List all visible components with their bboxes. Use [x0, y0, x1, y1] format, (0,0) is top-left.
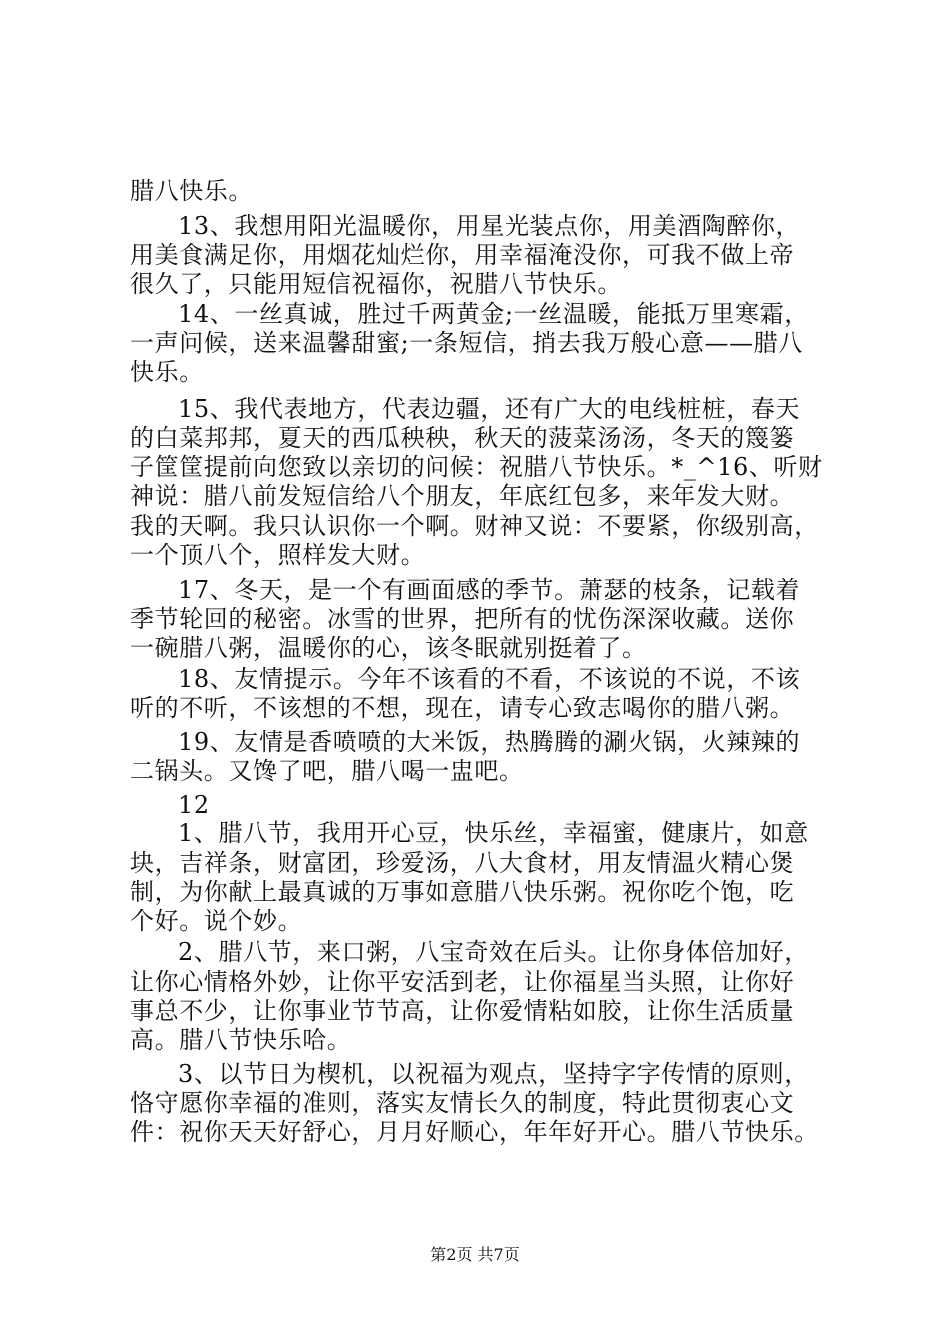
- page-number-footer: 第2页 共7页: [430, 1245, 520, 1264]
- text-line: 快乐。: [130, 358, 204, 386]
- text-line: 一声问候，送来温馨甜蜜;一条短信，捎去我万般心意——腊八: [130, 329, 803, 357]
- text-line: 神说：腊八前发短信给八个朋友，年底红包多，来年发大财。: [130, 482, 795, 510]
- text-line: 我的天啊。我只认识你一个啊。财神又说：不要紧，你级别高，: [130, 512, 819, 540]
- text-line: 18、友情提示。今年不该看的不看，不该说的不说，不该: [178, 665, 801, 693]
- text-line: 1、腊八节，我用开心豆，快乐丝，幸福蜜，健康片，如意: [178, 819, 809, 847]
- text-line: 3、以节日为楔机，以祝福为观点，坚持字字传情的原则，: [178, 1060, 809, 1088]
- text-line: 事总不少，让你事业节节高，让你爱情粘如胶，让你生活质量: [130, 997, 795, 1025]
- text-line: 季节轮回的秘密。冰雪的世界，把所有的忧伤深深收藏。送你: [130, 605, 795, 633]
- text-line: 一个顶八个，照样发大财。: [130, 541, 426, 569]
- text-line: 17、冬天，是一个有画面感的季节。萧瑟的枝条，记载着: [178, 576, 801, 604]
- text-line: 2、腊八节，来口粥，八宝奇效在后头。让你身体倍加好，: [178, 938, 809, 966]
- text-line: 个好。说个妙。: [130, 907, 303, 935]
- text-line: 恪守愿你幸福的准则，落实友情长久的制度，特此贯彻衷心文: [130, 1089, 795, 1117]
- text-line: 12: [178, 791, 210, 819]
- text-line: 一碗腊八粥，温暖你的心，该冬眠就别挺着了。: [130, 634, 647, 662]
- text-line: 15、我代表地方，代表边疆，还有广大的电线桩桩，春天: [178, 395, 801, 423]
- text-line: 让你心情格外妙，让你平安活到老，让你福星当头照，让你好: [130, 968, 795, 996]
- text-line: 13、我想用阳光温暖你，用星光装点你，用美酒陶醉你，: [178, 212, 801, 240]
- text-line: 的白菜邦邦，夏天的西瓜秧秧，秋天的菠菜汤汤，冬天的篾篓: [130, 424, 795, 452]
- text-line: 14、一丝真诚，胜过千两黄金;一丝温暖，能抵万里寒霜，: [178, 300, 809, 328]
- text-line: 二锅头。又馋了吧，腊八喝一盅吧。: [130, 757, 524, 785]
- text-line: 块，吉祥条，财富团，珍爱汤，八大食材，用友情温火精心煲: [130, 849, 795, 877]
- text-line: 用美食满足你，用烟花灿烂你，用幸福淹没你，可我不做上帝: [130, 241, 795, 269]
- text-line: 制，为你献上最真诚的万事如意腊八快乐粥。祝你吃个饱，吃: [130, 878, 795, 906]
- text-line: 很久了，只能用短信祝福你，祝腊八节快乐。: [130, 270, 622, 298]
- text-line: 高。腊八节快乐哈。: [130, 1026, 352, 1054]
- text-line: 腊八快乐。: [130, 177, 253, 205]
- text-line: 子筐筐提前向您致以亲切的问候：祝腊八节快乐。*_^16、听财: [130, 453, 823, 481]
- text-line: 听的不听，不该想的不想，现在，请专心致志喝你的腊八粥。: [130, 694, 795, 722]
- text-line: 19、友情是香喷喷的大米饭，热腾腾的涮火锅，火辣辣的: [178, 728, 801, 756]
- text-line: 件：祝你天天好舒心，月月好顺心，年年好开心。腊八节快乐。: [130, 1118, 819, 1146]
